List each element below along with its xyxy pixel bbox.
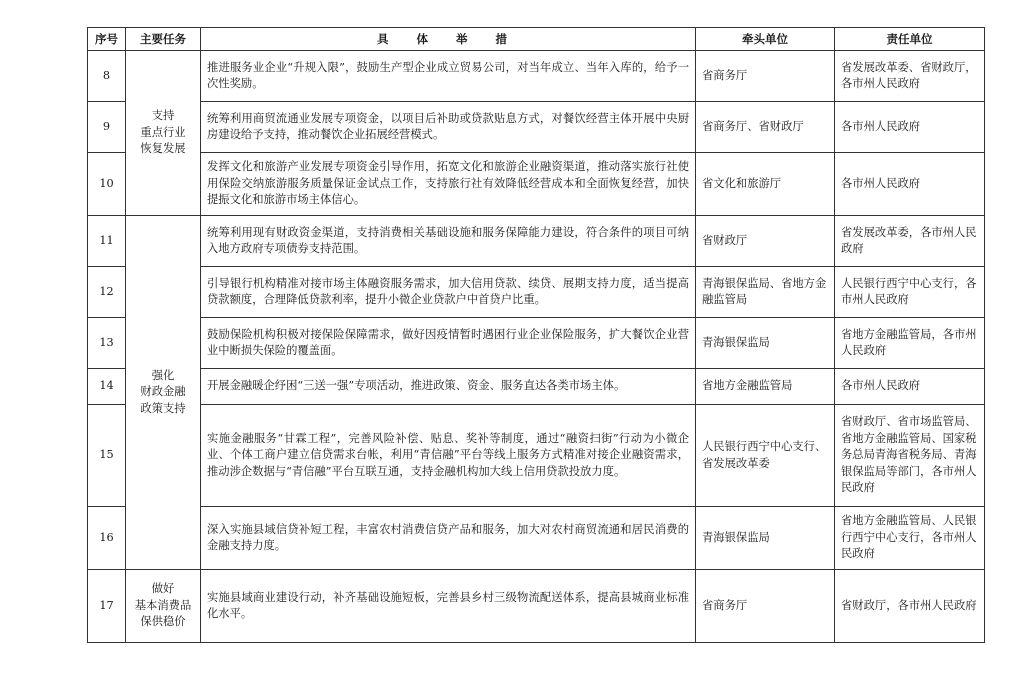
row-measure: 统筹利用现有财政资金渠道，支持消费相关基础设施和服务保障能力建设，符合条件的项目可纳入地方政府专项债券支持范围。	[201, 216, 696, 267]
row-index: 15	[88, 405, 126, 507]
row-index: 10	[88, 153, 126, 216]
row-measure: 实施金融服务“甘霖工程”，完善风险补偿、贴息、奖补等制度，通过“融资扫街”行动为小微企业、个体工商户建立信贷需求台帐，利用“青信融”平台等线上服务方式精准对接企业融资需求，推动涉企数据与“青信融”平台互联互通，支持金融机构加大线上信用贷款投放力度。	[201, 405, 696, 507]
table-row	[88, 153, 985, 216]
row-index: 8	[88, 51, 126, 102]
row-measure: 发挥文化和旅游产业发展专项资金引导作用，拓宽文化和旅游企业融资渠道，推动落实旅行社使用保险交纳旅游服务质量保证金试点工作，支持旅行社有效降低经营成本和全面恢复经营，加快提振文化和旅游市场主体信心。	[201, 153, 696, 216]
row-responsible-unit: 省发展改革委，各市州人民政府	[835, 216, 985, 267]
task-line: 财政金融	[140, 385, 186, 399]
table-row	[88, 369, 985, 405]
row-responsible-unit: 省地方金融监管局，各市州人民政府	[835, 318, 985, 369]
row-lead-unit: 省商务厅	[696, 570, 835, 643]
header-index: 序号	[88, 28, 126, 51]
table-row	[88, 216, 985, 267]
row-index: 11	[88, 216, 126, 267]
task-line: 支持	[151, 109, 175, 123]
row-measure: 开展金融暖企纾困“三送一强”专项活动，推进政策、资金、服务直达各类市场主体。	[201, 369, 696, 405]
row-index: 9	[88, 102, 126, 153]
row-measure: 鼓励保险机构积极对接保险保障需求，做好因疫情暂时遇困行业企业保险服务，扩大餐饮企业营业中断损失保险的覆盖面。	[201, 318, 696, 369]
row-responsible-unit: 省财政厅、省市场监管局、省地方金融监管局、国家税务总局青海省税务局、青海银保监局等部门，各市州人民政府	[835, 405, 985, 507]
row-index: 17	[88, 570, 126, 643]
table-row	[88, 51, 985, 102]
task-line: 强化	[151, 368, 175, 382]
table-row	[88, 405, 985, 507]
row-lead-unit: 青海银保监局、省地方金融监管局	[696, 267, 835, 318]
row-lead-unit: 省商务厅	[696, 51, 835, 102]
task-line: 政策支持	[140, 401, 186, 415]
row-lead-unit: 省文化和旅游厅	[696, 153, 835, 216]
row-measure: 实施县域商业建设行动，补齐基础设施短板，完善县乡村三级物流配送体系，提高县城商业标准化水平。	[201, 570, 696, 643]
row-index: 16	[88, 507, 126, 570]
task-line: 保供稳价	[140, 615, 186, 629]
row-measure: 推进服务业企业“升规入限”，鼓励生产型企业成立贸易公司，对当年成立、当年入库的，给予一次性奖励。	[201, 51, 696, 102]
row-responsible-unit: 省财政厅，各市州人民政府	[835, 570, 985, 643]
row-lead-unit: 青海银保监局	[696, 318, 835, 369]
row-index: 14	[88, 369, 126, 405]
table-row	[88, 267, 985, 318]
row-lead-unit: 省地方金融监管局	[696, 369, 835, 405]
row-lead-unit: 人民银行西宁中心支行、省发展改革委	[696, 405, 835, 507]
row-index: 13	[88, 318, 126, 369]
header-measures: 具 体 举 措	[201, 28, 696, 51]
task-line: 恢复发展	[140, 142, 186, 156]
row-responsible-unit: 各市州人民政府	[835, 369, 985, 405]
task-line: 重点行业	[140, 125, 186, 139]
row-responsible-unit: 省地方金融监管局、人民银行西宁中心支行，各市州人民政府	[835, 507, 985, 570]
table-row	[88, 102, 985, 153]
table-row	[88, 318, 985, 369]
row-responsible-unit: 省发展改革委、省财政厅，各市州人民政府	[835, 51, 985, 102]
header-task: 主要任务	[126, 28, 201, 51]
task-group-finance	[126, 216, 201, 570]
table-row	[88, 570, 985, 643]
table-header-row	[88, 28, 985, 51]
header-lead-unit: 牵头单位	[696, 28, 835, 51]
row-lead-unit: 省商务厅、省财政厅	[696, 102, 835, 153]
row-responsible-unit: 人民银行西宁中心支行，各市州人民政府	[835, 267, 985, 318]
row-measure: 深入实施县域信贷补短工程，丰富农村消费信贷产品和服务，加大对农村商贸流通和居民消费的金融支持力度。	[201, 507, 696, 570]
row-measure: 统筹利用商贸流通业发展专项资金，以项目后补助或贷款贴息方式，对餐饮经营主体开展中央厨房建设给予支持，推动餐饮企业拓展经营模式。	[201, 102, 696, 153]
row-responsible-unit: 各市州人民政府	[835, 153, 985, 216]
header-responsible-unit: 责任单位	[835, 28, 985, 51]
table-row	[88, 507, 985, 570]
task-group-supply	[126, 570, 201, 643]
row-responsible-unit: 各市州人民政府	[835, 102, 985, 153]
row-lead-unit: 青海银保监局	[696, 507, 835, 570]
row-measure: 引导银行机构精准对接市场主体融资服务需求，加大信用贷款、续贷、展期支持力度，适当提高贷款额度，合理降低贷款利率，提升小微企业贷款户中首贷户比重。	[201, 267, 696, 318]
task-line: 做好	[151, 582, 175, 596]
task-group-recovery	[126, 51, 201, 216]
row-lead-unit: 省财政厅	[696, 216, 835, 267]
task-line: 基本消费品	[134, 598, 192, 612]
policy-measures-table	[87, 27, 985, 643]
row-index: 12	[88, 267, 126, 318]
